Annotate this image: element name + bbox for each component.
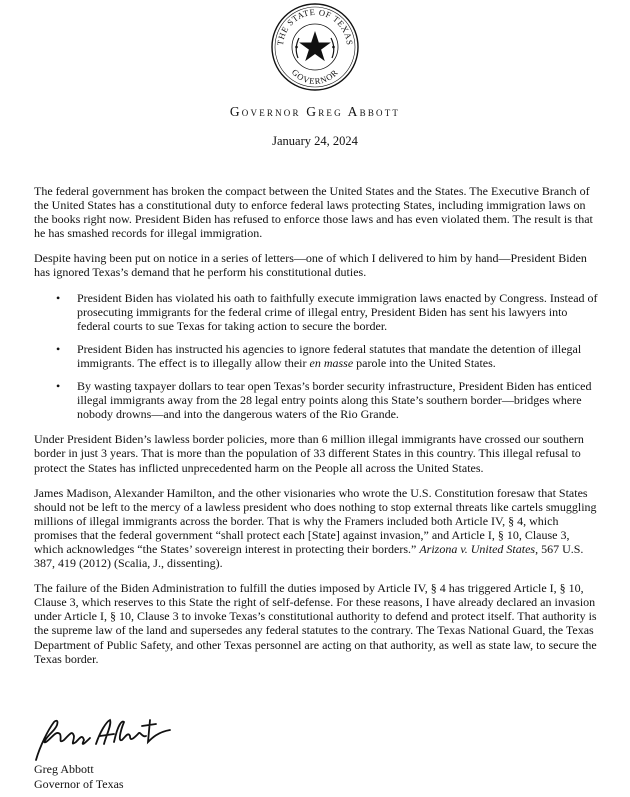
paragraph: Under President Biden’s lawless border policies, more than 6 million illegal immigrants have crossed our southern border in just 3 years. That is more than the population of 33 different States in this country. This illegal refusal to protect the States has inflicted unprecedented harm on the People all across the United States. xyxy=(34,432,584,475)
signature-block xyxy=(34,762,124,791)
list-item xyxy=(34,379,598,421)
letterhead-title: Governor Greg Abbott xyxy=(229,104,401,119)
star-icon xyxy=(299,31,331,61)
bullet-icon: • xyxy=(56,379,61,394)
seal-leaf-dot xyxy=(332,46,335,49)
list-item-text: President Biden has violated his oath to faithfully execute immigration laws enacted by Congress. Instead of prosecuting immigrants for the federal crime of illegal entry, President Biden has sent his lawyers into federal courts to sue Texas for taking action to secure the border. xyxy=(77,290,598,333)
emphasis: en masse xyxy=(309,355,354,370)
bullet-list xyxy=(34,291,598,422)
seal-leaf-dot xyxy=(295,46,298,49)
list-item xyxy=(34,291,598,333)
seal-top-text: THE STATE OF TEXAS xyxy=(274,6,356,46)
letter-body xyxy=(34,184,598,677)
signature-last-name-stroke xyxy=(96,720,170,744)
letter-date: January 24, 2024 xyxy=(272,134,358,148)
signer-title: Governor of Texas xyxy=(34,776,124,791)
paragraph: James Madison, Alexander Hamilton, and the other visionaries who wrote the U.S. Constitution foresaw that States should not be left to the mercy of a lawless president who does nothing to stop external threats like cartels smuggling millions of illegal immigrants across the border. That is why the Framers included both Article IV, § 4, which promises that the federal government “shall protect each [State] against invasion,” and Article I, § 10, Clause 3, which acknowledges “the States’ sovereign interest in protecting their borders.” Arizona v. United States, 567 U.S. 387, 419 (2012) (Scalia, J., dissenting). xyxy=(34,485,597,571)
seal-bottom-text: GOVERNOR xyxy=(289,67,341,87)
signature-first-name-stroke xyxy=(36,721,90,760)
handwritten-signature xyxy=(30,712,180,768)
bullet-icon: • xyxy=(56,341,61,356)
paragraph: Despite having been put on notice in a series of letters—one of which I delivered to him by hand—President Biden has ignored Texas’s demand that he perform his constitutional duties. xyxy=(34,251,587,280)
state-seal xyxy=(262,2,368,92)
bullet-icon: • xyxy=(56,290,61,305)
list-item xyxy=(34,342,598,370)
paragraph: The failure of the Biden Administration to fulfill the duties imposed by Article IV, § 4 has triggered Article I, § 10, Clause 3, which reserves to this State the right of self-defense. For these reasons, I have already declared an invasion under Article I, § 10, Clause 3 to invoke Texas’s constitutional authority to defend and protect itself. That authority is the supreme law of the land and supersedes any federal statutes to the contrary. The Texas National Guard, the Texas Department of Public Safety, and other Texas personnel are acting on that authority, as well as state law, to secure the Texas border. xyxy=(34,581,597,666)
list-item-text: President Biden has instructed his agencies to ignore federal statutes that mandate the detention of illegal immigrants. The effect is to illegally allow their en masse parole into the United States. xyxy=(77,341,582,370)
paragraph: The federal government has broken the compact between the United States and the States. The Executive Branch of the United States has a constitutional duty to enforce federal laws protecting States, including immigration laws on the books right now. President Biden has refused to enforce those laws and has even violated them. The result is that he has smashed records for illegal immigration. xyxy=(34,184,593,241)
signer-name: Greg Abbott xyxy=(34,762,94,776)
list-item-text: By wasting taxpayer dollars to tear open Texas’s border security infrastructure, President Biden has enticed illegal immigrants away from the 28 legal entry points along this State’s southern border—bridges where nobody drowns—and into the dangerous waters of the Rio Grande. xyxy=(77,379,592,422)
case-citation: Arizona v. United States xyxy=(419,541,536,556)
